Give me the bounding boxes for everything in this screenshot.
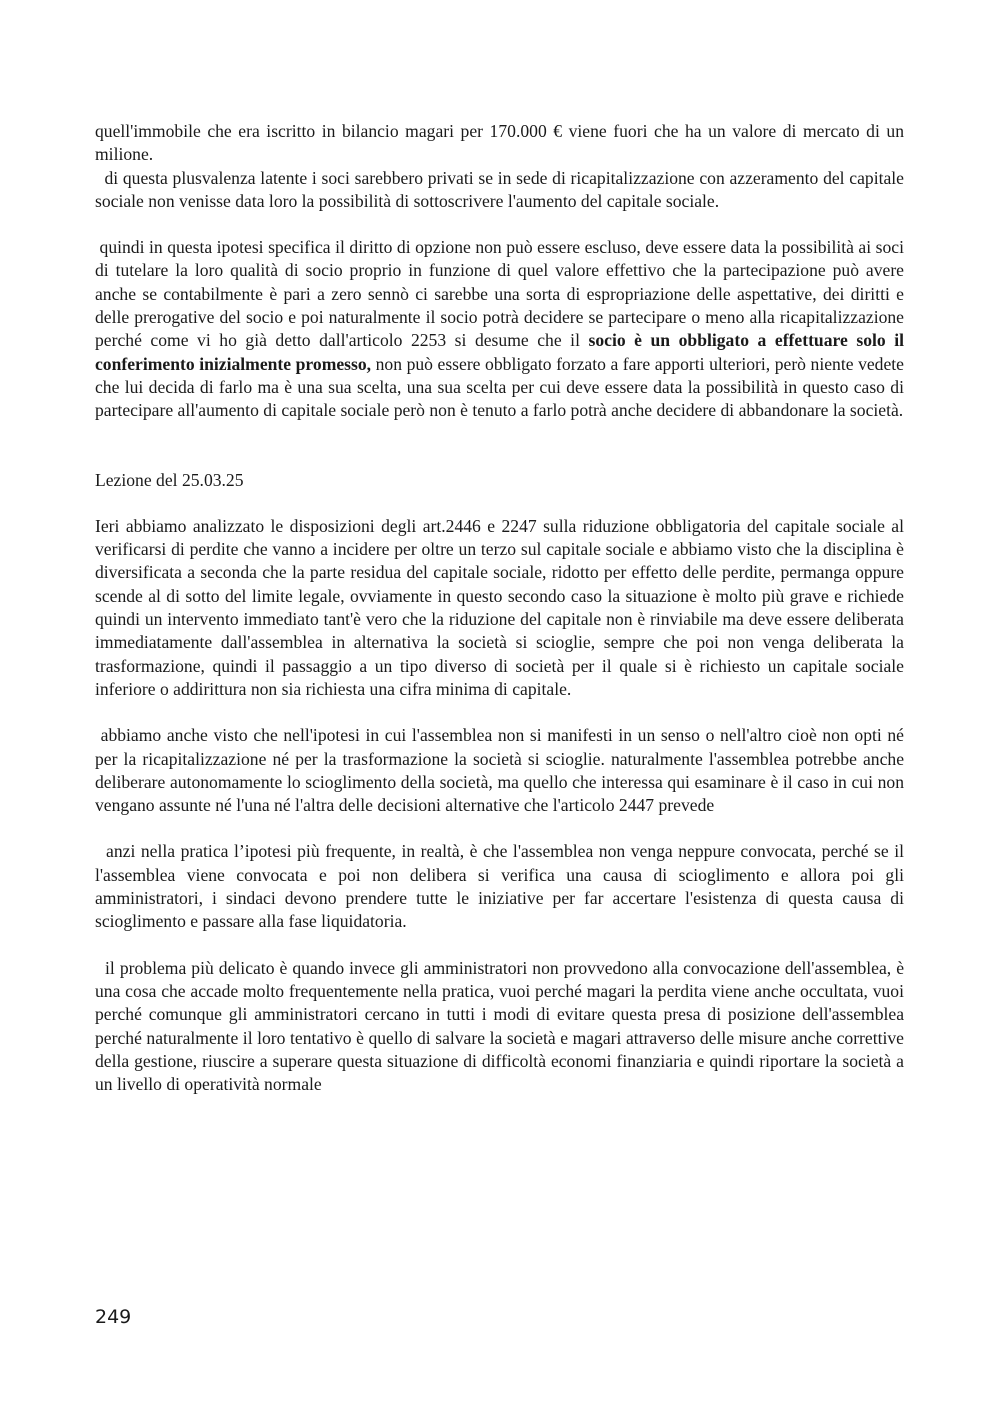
paragraph-3-text-start: quindi in questa ipotesi specifica il diritto di opzione non può essere escluso, deve essere data la possibilità ai soci di tutelare la loro qualità di socio proprio in funzione di quel valore effettivo che la partecipazione può avere anche se contabilmente è pari a zero sennò ci sarebbe una sorta di espropriazione delle aspettative, dei diritti e delle prerogative del socio e poi naturalmente il socio potrà decidere se partecipare o meno alla ricapitalizzazione perché come vi ho già detto dall'articolo 2253 si desume che il	[95, 237, 909, 351]
paragraph-3-bold-text: socio è un obbligato a effettuare solo il conferimento inizialmente promesso,	[95, 330, 909, 374]
paragraph-2: di questa plusvalenza latente i soci sarebbero privati se in sede di ricapitalizzazione con azzeramento del capitale sociale non venisse data loro la possibilità di sottoscrivere l'aumento del capitale sociale.	[95, 167, 909, 211]
paragraph-gap	[95, 817, 904, 840]
paragraph-gap	[95, 701, 904, 724]
paragraph-gap	[95, 492, 904, 515]
paragraph-1: quell'immobile che era iscritto in bilancio magari per 170.000 € viene fuori che ha un valore di mercato di un milione.	[95, 121, 904, 165]
paragraph-4: Ieri abbiamo analizzato le disposizioni degli art.2446 e 2247 sulla riduzione obbligatoria del capitale sociale al verificarsi di perdite che vanno a incidere per oltre un terzo sul capitale sociale e abbiamo visto che la disciplina è diversificata a seconda che la parte residua del capitale sociale, ridotto per effetto delle perdite, permanga oppure scende al di sotto del limite legale, ovviamente in questo secondo caso la situazione è molto più grave e richiede quindi un intervento immediato tant'è vero che la riduzione del capitale non è rinviabile ma deve essere deliberata immediatamente dall'assemblea in alternativa la società si scioglie, sempre che poi non venga deliberata la trasformazione, quindi il passaggio a un tipo diverso di società per il quale si è richiesto un capitale sociale inferiore o addirittura non sia richiesta una cifra minima di capitale.	[95, 515, 904, 699]
paragraph-3-text-end: non può essere obbligato forzato a fare apporti ulteriori, però niente vedete che lui decida di farlo ma è una sua scelta, una sua scelta per cui deve essere data la possibilità in questo caso di partecipare all'aumento di capitale sociale però non è tenuto a farlo potrà anche decidere di abbandonare la società.	[95, 353, 909, 421]
page-content	[95, 120, 909, 1096]
lesson-heading: Lezione del 25.03.25	[95, 469, 244, 490]
paragraph-gap	[95, 934, 904, 957]
page-number: 249	[95, 1306, 132, 1328]
paragraph-3	[95, 236, 909, 422]
paragraph-gap	[95, 213, 904, 236]
paragraph-7: il problema più delicato è quando invece gli amministratori non provvedono alla convocazione dell'assemblea, è una cosa che accade molto frequentemente nella pratica, vuoi perché magari la perdita viene anche occultata, vuoi perché comunque gli amministratori cercano in tutti i modi di evitare questa presa di posizione dell'assemblea perché naturalmente il loro tentativo è quello di salvare la società e magari attraverso delle misure anche correttive della gestione, riuscire a superare questa situazione di difficoltà economi finanziaria e quindi riportare la società a un livello di operatività normale	[95, 957, 909, 1095]
paragraph-5: abbiamo anche visto che nell'ipotesi in cui l'assemblea non si manifesti in un senso o nell'altro cioè non opti né per la ricapitalizzazione né per la trasformazione la società si scioglie. naturalmente l'assemblea potrebbe anche deliberare autonomamente lo scioglimento della società, ma quello che interessa qui esaminare è il caso in cui non vengano assunte né l'una né l'altra delle decisioni alternative che l'articolo 2447 prevede	[95, 725, 909, 816]
section-gap	[95, 423, 904, 469]
paragraph-6: anzi nella pratica l’ipotesi più frequente, in realtà, è che l'assemblea non venga neppure convocata, perché se il l'assemblea viene convocata e poi non delibera si verifica una causa di scioglimento e allora poi gli amministratori, i sindaci devono prendere tutte le iniziative per far accertare l'esistenza di questa causa di scioglimento e passare alla fase liquidatoria.	[95, 841, 909, 932]
